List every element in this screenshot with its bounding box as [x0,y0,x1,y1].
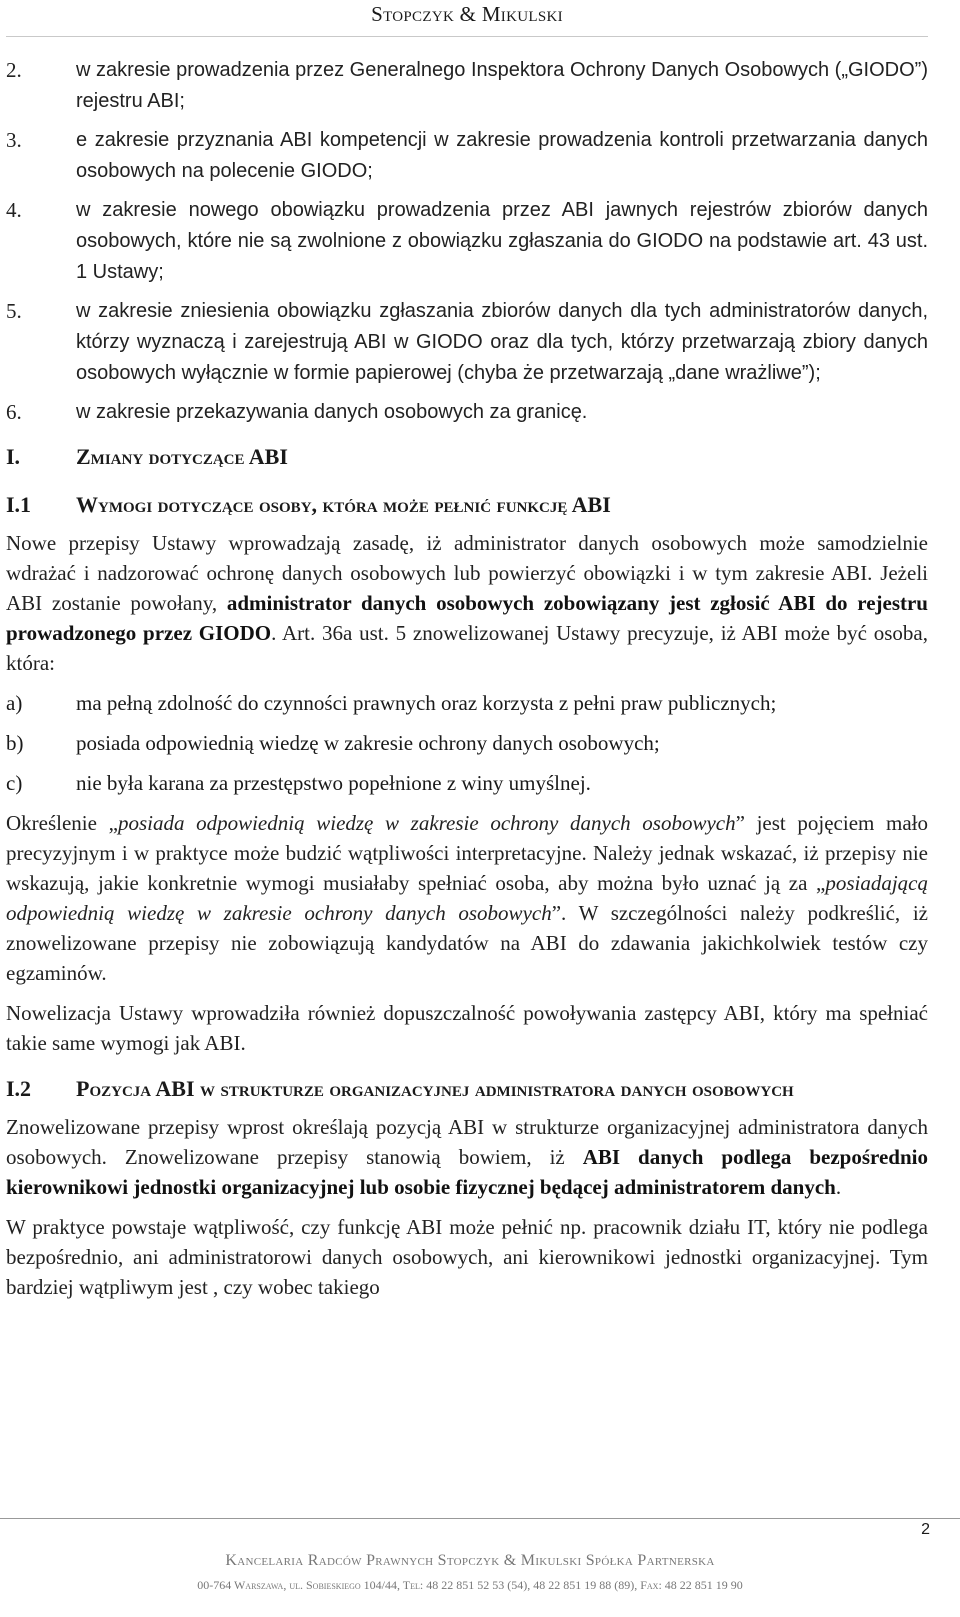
footer-firm: Kancelaria Radców Prawnych Stopczyk & Mikulski Spółka Partnerska [225,1552,715,1569]
italic-text: posiadającą odpowiednią wiedzę w zakresie ochrony danych osobowych [6,871,928,925]
list-number: 6. [6,400,22,424]
text-run: . [835,1175,842,1199]
list-text: w zakresie nowego obowiązku prowadzenia przez ABI jawnych rejestrów zbiorów danych osobowych, które nie są zwolnione z obowiązku zgłaszania do GIODO na podstawie art. 43 ust. 1 Ustawy; [76,199,928,283]
list-text: ma pełną zdolność do czynności prawnych oraz korzysta z pełni praw publicznych; [76,691,777,715]
list-text: nie była karana za przestępstwo popełnione z winy umyślnej. [76,771,591,795]
text-run: ” jest pojęciem mało precyzyjnym i w praktyce może budzić wątpliwości interpretacyjne. Należy jednak wskazać, iż przepisy nie wskazują, jakie konkretnie wymogi musiałaby spełniać osoba, aby można było uznać ją za „ [6,811,928,895]
text-run: Określenie „ [6,811,118,835]
paragraph-1 [6,528,928,678]
section-heading-i1 [6,492,928,518]
footer-address: 00-764 Warszawa, ul. Sobieskiego 104/44, Tel: 48 22 851 52 53 (54), 48 22 851 19 88 (89), Fax: 48 22 851 19 90 [197,1578,743,1592]
list-letter: c) [6,771,23,795]
page-header: Stopczyk & Mikulski [6,2,928,37]
section-number: I. [6,444,21,469]
section-title: Pozycja ABI w strukturze organizacyjnej administratora danych osobowych [76,1076,794,1101]
list-item [6,768,928,798]
intro-list [6,55,928,428]
list-item [6,195,928,288]
bold-text: administrator danych osobowych zobowiązany jest zgłosić ABI do rejestru prowadzonego przez GIODO [6,591,928,645]
text-run: Nowe przepisy Ustawy wprowadzają zasadę, iż administrator danych osobowych może samodzielnie wdrażać i nadzorować ochronę danych osobowych lub powierzyć obowiązki i w tym zakresie ABI. Jeżeli ABI zostanie powołany, [6,531,928,615]
list-number: 3. [6,128,22,152]
text-run: ”. W szczególności należy podkreślić, iż znowelizowane przepisy nie zobowiązują kandydatów na ABI do zdawania jakichkolwiek testów czy egzaminów. [6,901,928,985]
list-text: w zakresie przekazywania danych osobowych za granicę. [76,401,588,423]
list-number: 2. [6,58,22,82]
paragraph-4 [6,1112,928,1202]
list-letter: b) [6,731,24,755]
list-item [6,397,928,428]
list-text: w zakresie prowadzenia przez Generalnego Inspektora Ochrony Danych Osobowych („GIODO”) rejestru ABI; [76,59,928,112]
section-number: I.1 [6,492,32,517]
text-run: Znowelizowane przepisy wprost określają pozycją ABI w strukturze organizacyjnej administratora danych osobowych. Znowelizowane przepisy stanowią bowiem, iż [6,1115,928,1169]
italic-text: posiada odpowiednią wiedzę w zakresie ochrony danych osobowych [117,811,736,835]
footer-divider [0,1518,960,1519]
list-item [6,125,928,187]
list-item [6,728,928,758]
letter-list [6,688,928,798]
section-heading-i [6,444,928,470]
section-title: Wymogi dotyczące osoby, która może pełnić funkcję ABI [76,492,611,517]
list-item [6,55,928,117]
paragraph-5: W praktyce powstaje wątpliwość, czy funkcję ABI może pełnić np. pracownik działu IT, który nie podlega bezpośrednio, ani administratorowi danych osobowych, ani kierownikowi jednostki organizacyjnej. Tym bardziej wątpliwym jest , czy wobec takiego [6,1215,928,1299]
list-item [6,296,928,389]
section-heading-i2 [6,1076,928,1102]
page-number: 2 [921,1521,930,1538]
list-number: 5. [6,299,22,323]
bold-text: ABI danych podlega bezpośrednio kierownikowi jednostki organizacyjnej lub osobie fizycznej będącej administratorem danych [6,1145,928,1199]
section-title: Zmiany dotyczące ABI [76,444,288,469]
list-text: posiada odpowiednią wiedzę w zakresie ochrony danych osobowych; [76,731,660,755]
list-text: w zakresie zniesienia obowiązku zgłaszania zbiorów danych dla tych administratorów danych, którzy wyznaczą i zarejestrują ABI w GIODO oraz dla tych, którzy przetwarzają zbiory danych osobowych wyłącznie w formie papierowej (chyba że przetwarzają „dane wrażliwe”); [76,300,928,384]
paragraph-2 [6,808,928,988]
section-number: I.2 [6,1076,32,1101]
paragraph-3: Nowelizacja Ustawy wprowadziła również dopuszczalność powoływania zastępcy ABI, który ma spełniać takie same wymogi jak ABI. [6,1001,928,1055]
list-letter: a) [6,691,23,715]
text-run: . Art. 36a ust. 5 znowelizowanej Ustawy precyzuje, iż ABI może być osoba, która: [6,621,928,675]
list-item [6,688,928,718]
list-number: 4. [6,198,22,222]
list-text: e zakresie przyznania ABI kompetencji w zakresie prowadzenia kontroli przetwarzania danych osobowych na polecenie GIODO; [76,129,928,182]
document-page [6,0,928,1302]
